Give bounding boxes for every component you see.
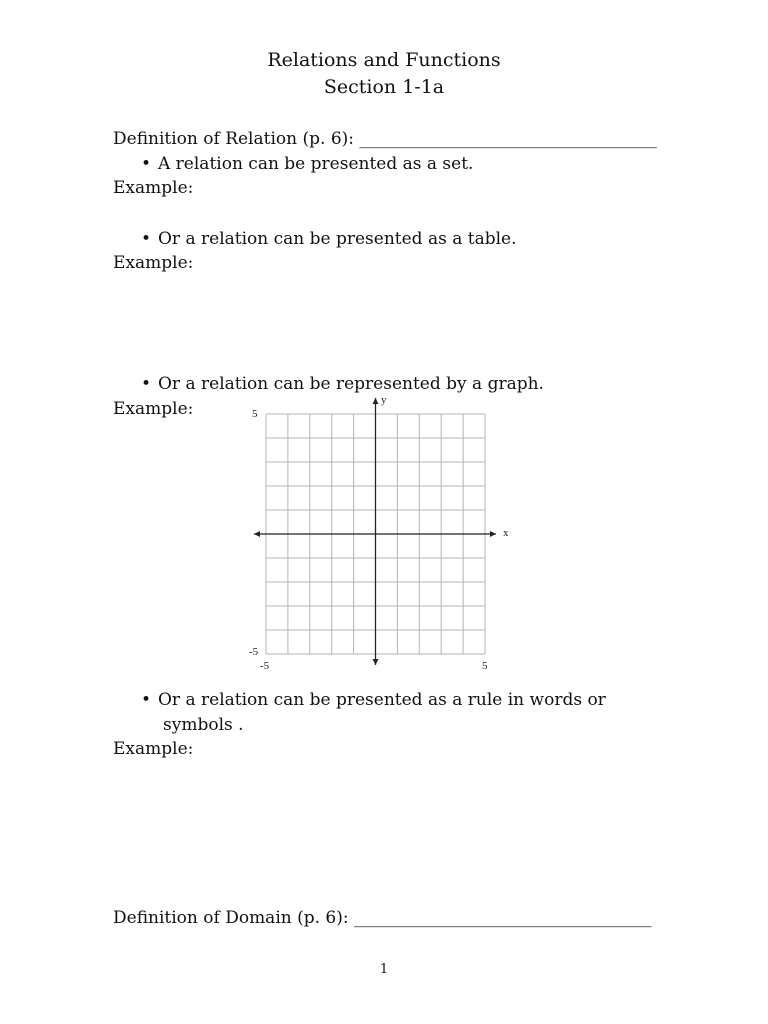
x-axis-arrow-right-icon (490, 531, 496, 537)
x-axis-label: x (503, 527, 509, 539)
y-max-label: 5 (252, 408, 258, 420)
bullet-graph: Or a relation can be represented by a graph. (158, 374, 544, 394)
example-label-4: Example: (113, 739, 194, 759)
x-min-label: -5 (260, 660, 270, 672)
example-label-1: Example: (113, 178, 194, 198)
y-axis-arrow-up-icon (373, 398, 379, 404)
bullet-set: A relation can be presented as a set. (158, 154, 474, 174)
y-min-label: -5 (249, 646, 259, 658)
bullet-dot-icon: • (141, 374, 152, 394)
page-number: 1 (379, 962, 389, 977)
section-title: Section 1-1a (323, 76, 445, 98)
bullet-rule-continued: symbols . (163, 715, 244, 735)
relation-definition: Definition of Relation (p. 6): ___________________________________ (113, 129, 657, 149)
page-title: Relations and Functions (267, 49, 501, 71)
x-max-label: 5 (482, 660, 488, 672)
bullet-rule: Or a relation can be presented as a rule in words or (158, 690, 606, 710)
x-axis-arrow-left-icon (254, 531, 260, 537)
domain-definition: Definition of Domain (p. 6): ___________________________________ (113, 908, 652, 928)
bullet-dot-icon: • (141, 154, 152, 174)
y-axis-label: y (381, 394, 387, 406)
bullet-dot-icon: • (141, 229, 152, 249)
bullet-table: Or a relation can be presented as a table. (158, 229, 517, 249)
example-label-3: Example: (113, 399, 194, 419)
example-label-2: Example: (113, 253, 194, 273)
bullet-dot-icon: • (141, 690, 152, 710)
coordinate-grid (246, 393, 516, 678)
y-axis-arrow-down-icon (373, 659, 379, 665)
